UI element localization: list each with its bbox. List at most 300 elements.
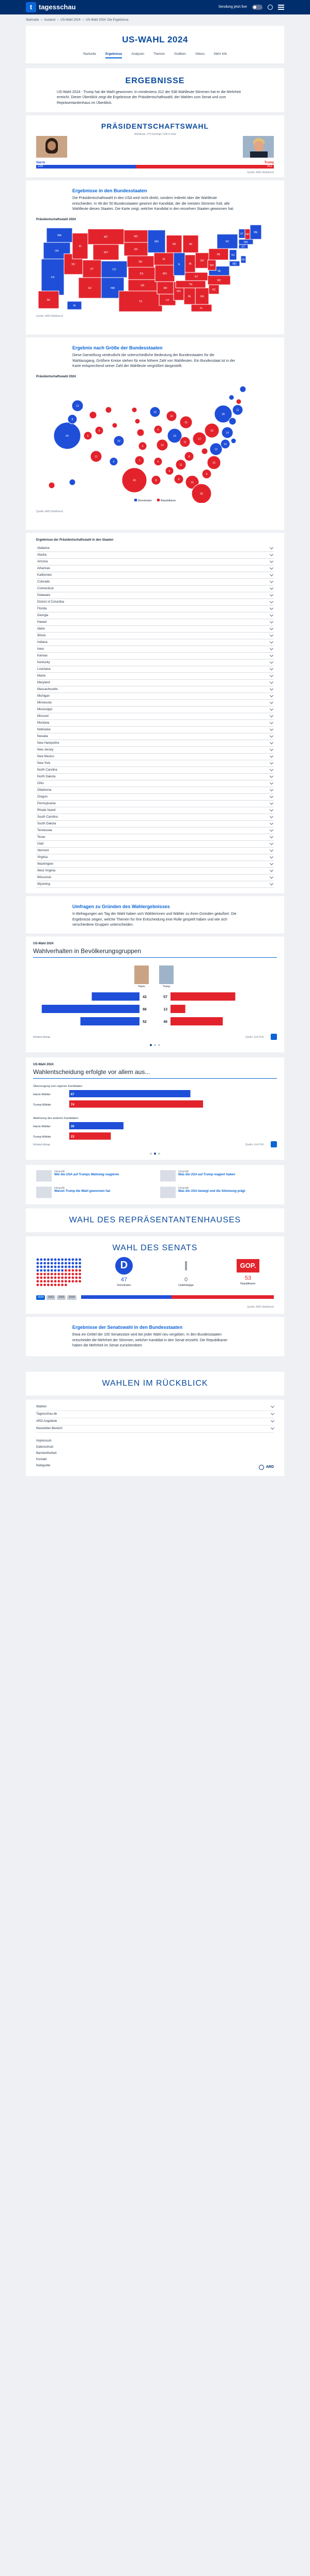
state-label: MT: [104, 235, 108, 239]
state-label: AZ: [88, 286, 92, 290]
chart1-bar-harris: [42, 1005, 140, 1013]
chart2-bar: [69, 1132, 111, 1140]
bubble-label: 6: [157, 428, 159, 432]
senate-seat: [57, 1265, 60, 1268]
senate-seat: [79, 1262, 81, 1264]
footer-nav: [36, 1404, 274, 1433]
bubble-label: 6: [87, 434, 89, 438]
state-name: Colorado: [37, 580, 50, 584]
bubble-wy[interactable]: [112, 423, 117, 428]
chart2-kicker: US-Wahl 2024: [33, 1063, 54, 1066]
house-card: [26, 1208, 284, 1232]
senate-seat: [57, 1283, 60, 1286]
chevron-down-icon: [270, 707, 273, 711]
state-name: Illinois: [37, 634, 46, 638]
gop-logo-icon: GOP.: [237, 1259, 259, 1272]
tab-videos[interactable]: Videos: [195, 52, 205, 56]
tab-analysen[interactable]: Analysen: [131, 52, 145, 56]
year-tab[interactable]: 2018: [67, 1295, 76, 1300]
state-row[interactable]: [36, 760, 274, 767]
share-icon[interactable]: [271, 1034, 277, 1040]
presidential-card: [26, 115, 284, 177]
bubble-map[interactable]: [36, 379, 274, 503]
bubble-label: 8: [71, 418, 73, 421]
state-row[interactable]: [36, 599, 274, 606]
ind-name: Unabhängige: [178, 1283, 194, 1287]
state-name: Arkansas: [37, 567, 51, 571]
chevron-down-icon: [271, 1412, 274, 1415]
bubble-label: 14: [226, 431, 229, 435]
senate-seat: [47, 1276, 50, 1279]
state-accordion-list: [36, 545, 274, 888]
state-row[interactable]: [36, 680, 274, 686]
state-name: Oklahoma: [37, 789, 52, 792]
bubble-label: 16: [212, 461, 215, 465]
state-row[interactable]: [36, 579, 274, 586]
state-row[interactable]: [36, 774, 274, 780]
teaser[interactable]: Infografik Was die USA bewegt und die Stimmung prägt: [160, 1187, 274, 1199]
title-card: [26, 26, 284, 64]
state-name: Iowa: [37, 648, 44, 651]
state-row[interactable]: [36, 660, 274, 666]
polls-intro: [26, 896, 284, 933]
senate-seat: [72, 1276, 74, 1279]
state-name: New Jersey: [37, 748, 54, 752]
senate-seat: [61, 1265, 64, 1268]
footer-link[interactable]: Kontakt: [36, 1458, 47, 1461]
bubble-map-source: Quelle: ARD-Wahltrend: [36, 510, 63, 513]
state-row[interactable]: [36, 827, 274, 834]
bubble-label: 6: [157, 460, 159, 464]
tab-mehr-info[interactable]: Mehr Info: [214, 52, 227, 56]
state-row[interactable]: [36, 707, 274, 713]
state-row[interactable]: [36, 673, 274, 680]
senate-source: Quelle: ARD-Wahltrend: [247, 1305, 274, 1309]
chart2-value: 74: [71, 1103, 74, 1107]
senate-states-heading: Ergebnisse der Senatswahl in den Bundesstaaten: [72, 1324, 183, 1330]
chevron-down-icon: [270, 754, 273, 758]
chevron-down-icon: [270, 781, 273, 785]
state-label: IN: [189, 262, 192, 266]
state-label: KS: [140, 272, 144, 275]
state-row[interactable]: [36, 686, 274, 693]
state-label: HI: [73, 304, 76, 308]
state-row[interactable]: [36, 821, 274, 827]
chart2-pagination[interactable]: [26, 1153, 284, 1155]
state-row[interactable]: [36, 814, 274, 821]
senate-seat: [37, 1262, 39, 1264]
footer-links: [36, 1438, 274, 1469]
chevron-down-icon: [270, 727, 273, 731]
chart1-trump-label: Trump: [162, 985, 171, 988]
state-name: Delaware: [37, 594, 51, 597]
senate-seat: [47, 1283, 50, 1286]
tab-startseite[interactable]: Startseite: [83, 52, 96, 56]
menu-icon[interactable]: [278, 5, 284, 10]
footer-nav-label: Tagesschau.de: [36, 1412, 57, 1416]
senate-seat-grid: [36, 1258, 83, 1289]
chart2-row-label: Harris-Wähler: [33, 1093, 51, 1097]
tab-grafiken[interactable]: Grafiken: [174, 52, 186, 56]
state-label: VA: [217, 269, 221, 273]
state-row[interactable]: [36, 626, 274, 633]
footer-nav-item[interactable]: [36, 1404, 274, 1411]
retro-card: [26, 1372, 284, 1396]
teaser[interactable]: Infografik Wie die USA auf Trumps Wahlsieg reagieren: [36, 1170, 150, 1183]
state-row[interactable]: [36, 780, 274, 787]
state-label: AL: [188, 295, 192, 298]
state-row[interactable]: [36, 653, 274, 660]
state-label: WY: [103, 251, 109, 254]
state-name: North Dakota: [37, 775, 56, 779]
senate-seat: [57, 1276, 60, 1279]
chevron-down-icon: [270, 553, 273, 556]
bubble-label: 8: [155, 479, 157, 482]
senate-seat: [65, 1269, 67, 1271]
bubble-label: 7: [138, 459, 141, 463]
footer-link[interactable]: Impressum: [36, 1439, 52, 1443]
bubble-label: 54: [66, 434, 69, 438]
state-label: OH: [200, 259, 204, 263]
state-row[interactable]: [36, 700, 274, 707]
state-name: Wyoming: [37, 883, 50, 886]
teaser[interactable]: Infografik Warum Trump die Wahl gewonnen hat: [36, 1187, 150, 1199]
senate-seat: [75, 1265, 78, 1268]
state-row[interactable]: [36, 646, 274, 653]
state-row[interactable]: [36, 747, 274, 754]
share-icon[interactable]: [271, 1141, 277, 1147]
senate-seat: [43, 1262, 46, 1264]
electoral-bar-dem: 226: [36, 165, 136, 168]
state-row[interactable]: [36, 633, 274, 639]
state-name: Georgia: [37, 614, 49, 618]
footer-nav-item[interactable]: [36, 1411, 274, 1418]
bubble-label: 10: [161, 443, 164, 447]
teaser[interactable]: Infografik Was die USA auf Trump reagiert haben: [160, 1170, 274, 1183]
year-tab[interactable]: 2022: [47, 1295, 55, 1300]
chart1-harris-label: Harris: [138, 985, 145, 988]
bubble-de[interactable]: [231, 438, 236, 443]
chart2-bar: [69, 1100, 203, 1108]
chevron-down-icon: [270, 862, 273, 865]
house-heading: WAHL DES REPRÄSENTANTENHAUSES: [69, 1216, 241, 1225]
tagesschau-logo-icon: t: [26, 2, 36, 12]
state-row[interactable]: [36, 586, 274, 592]
chart1-pagination[interactable]: [26, 1044, 284, 1046]
electoral-bar: [36, 165, 274, 168]
senate-seat: [72, 1269, 74, 1271]
site-header: [0, 0, 310, 14]
senate-seat: [68, 1280, 71, 1282]
live-toggle[interactable]: [252, 5, 262, 10]
senate-seat: [37, 1280, 39, 1282]
state-name: Arizona: [37, 560, 48, 564]
senate-seat: [75, 1272, 78, 1275]
state-label: TN: [189, 283, 193, 286]
chart1-bars: [33, 990, 277, 1032]
bubble-label: 10: [224, 442, 227, 446]
state-row[interactable]: [36, 767, 274, 774]
state-row[interactable]: [36, 565, 274, 572]
us-states-map[interactable]: [36, 224, 274, 312]
bubble-label: 40: [133, 479, 136, 482]
footer-link[interactable]: Datenschutz: [36, 1445, 54, 1449]
ard-logo-icon: [259, 1465, 264, 1470]
presidential-source: Quelle: ARD-Wahltrend: [247, 171, 274, 175]
tab-ergebnisse[interactable]: Ergebnisse: [105, 52, 122, 58]
senate-seat: [43, 1283, 46, 1286]
chevron-down-icon: [270, 620, 273, 623]
chart2-value: 67: [71, 1093, 74, 1097]
trump-photo: [243, 136, 274, 158]
state-row[interactable]: [36, 592, 274, 599]
senate-seat: [79, 1276, 81, 1279]
senate-seat: [79, 1272, 81, 1275]
senate-seat: [79, 1258, 81, 1261]
senate-seat: [47, 1258, 50, 1261]
footer-link[interactable]: Barrierefreiheit: [36, 1451, 57, 1455]
senate-seat: [47, 1262, 50, 1264]
bubble-label: 28: [222, 412, 225, 416]
state-name: West Virginia: [37, 869, 56, 873]
state-row[interactable]: [36, 713, 274, 720]
breadcrumb-item: US-Wahl 2024: Die Ergebnisse: [85, 18, 129, 22]
state-row[interactable]: [36, 861, 274, 868]
chevron-down-icon: [270, 680, 273, 684]
state-row[interactable]: [36, 619, 274, 626]
senate-seat: [37, 1258, 39, 1261]
breadcrumb-item[interactable]: US-Wahl 2024: [60, 18, 81, 22]
state-label: NJ: [231, 253, 235, 257]
senate-seat: [51, 1280, 53, 1282]
senate-seat: [47, 1265, 50, 1268]
chart1-value-harris: 86: [143, 1007, 147, 1011]
state-name: Washington: [37, 863, 54, 866]
states-map-title: Präsidentschaftswahl 2024: [36, 218, 76, 221]
party-rep: [233, 1257, 264, 1287]
chevron-down-icon: [270, 868, 273, 872]
state-row[interactable]: [36, 666, 274, 673]
senate-seat: [57, 1262, 60, 1264]
chevron-down-icon: [270, 808, 273, 811]
senate-seat: [54, 1272, 57, 1275]
bubble-mt[interactable]: [105, 407, 112, 413]
senate-seat: [37, 1265, 39, 1268]
state-name: Virginia: [37, 856, 48, 860]
senate-seat: [68, 1276, 71, 1279]
state-label: ID: [79, 244, 82, 248]
state-row[interactable]: [36, 693, 274, 700]
senate-heading: WAHL DES SENATS: [112, 1243, 198, 1252]
senate-seat: [75, 1262, 78, 1264]
bubble-ct[interactable]: [229, 418, 236, 425]
chevron-down-icon: [270, 855, 273, 858]
bubble-nh[interactable]: [236, 399, 241, 404]
teaser-image: [160, 1187, 176, 1198]
chevron-down-icon: [271, 1419, 274, 1422]
senate-seat: [43, 1258, 46, 1261]
state-row[interactable]: [36, 801, 274, 807]
chart1-source: Quelle: Exit Poll: [245, 1035, 264, 1039]
senate-seat: [75, 1280, 78, 1282]
polls-heading: Umfragen zu Gründen des Wahlergebnisses: [72, 904, 170, 910]
state-row[interactable]: [36, 727, 274, 733]
chart1-bar-trump: [171, 992, 235, 1001]
chevron-down-icon: [270, 835, 273, 838]
state-label: NY: [225, 240, 229, 243]
state-label: OR: [55, 249, 59, 253]
search-icon[interactable]: [268, 5, 273, 10]
state-row[interactable]: [36, 606, 274, 612]
presidential-heading: PRÄSIDENTSCHAFTSWAHL: [101, 122, 209, 131]
state-row[interactable]: [36, 639, 274, 646]
bubble-ne[interactable]: [137, 429, 144, 436]
senate-seat: [57, 1258, 60, 1261]
state-label: KY: [194, 275, 198, 279]
state-row[interactable]: [36, 834, 274, 841]
bubble-label: 11: [236, 408, 239, 412]
chevron-down-icon: [270, 768, 273, 771]
bubble-label: 11: [183, 440, 187, 444]
senate-seat: [68, 1269, 71, 1271]
bubble-id[interactable]: [89, 411, 97, 419]
chart2-footer: Infratest dimap: [33, 1143, 51, 1146]
state-name: Indiana: [37, 641, 48, 645]
senate-seat: [47, 1280, 50, 1282]
bubble-label: 6: [168, 469, 171, 473]
state-row[interactable]: [36, 854, 274, 861]
senate-seat: [57, 1269, 60, 1271]
breadcrumb-item[interactable]: Ausland: [44, 18, 56, 22]
bubble-ak[interactable]: [49, 482, 55, 488]
state-label: PA: [216, 253, 221, 256]
bubble-hi[interactable]: [69, 479, 75, 485]
chevron-down-icon: [270, 566, 273, 570]
bubble-sd[interactable]: [135, 419, 140, 424]
senate-seat: [54, 1283, 57, 1286]
bubble-wv[interactable]: [202, 448, 208, 454]
chevron-down-icon: [270, 633, 273, 637]
chevron-down-icon: [270, 882, 273, 885]
senate-seat: [72, 1280, 74, 1282]
state-row[interactable]: [36, 794, 274, 801]
state-row[interactable]: [36, 754, 274, 760]
state-row[interactable]: [36, 787, 274, 794]
state-name: Nebraska: [37, 728, 51, 732]
bubble-label: 12: [76, 404, 79, 408]
state-label: WV: [209, 264, 214, 267]
senate-seat: [72, 1272, 74, 1275]
chevron-down-icon: [270, 734, 273, 738]
state-label: NC: [217, 279, 221, 282]
harris-photo: [36, 136, 67, 158]
senate-seat: [65, 1283, 67, 1286]
senate-seat: [40, 1262, 42, 1264]
year-tab[interactable]: 2020: [57, 1295, 66, 1300]
state-row[interactable]: [36, 881, 274, 888]
footer-link[interactable]: Netiquette: [36, 1464, 51, 1467]
bubble-label: 8: [188, 455, 190, 458]
state-row[interactable]: [36, 572, 274, 579]
ard-logo[interactable]: ARD: [259, 1465, 274, 1470]
senate-seat: [40, 1272, 42, 1275]
state-row[interactable]: [36, 807, 274, 814]
retro-heading: WAHLEN IM RÜCKBLICK: [102, 1378, 208, 1388]
party-dem: [109, 1257, 140, 1287]
year-tab[interactable]: 2024: [36, 1295, 45, 1300]
state-row[interactable]: [36, 848, 274, 854]
senate-seat: [51, 1276, 53, 1279]
state-row[interactable]: [36, 612, 274, 619]
state-row[interactable]: [36, 720, 274, 727]
bubble-me[interactable]: [240, 386, 246, 392]
senate-seat: [61, 1258, 64, 1261]
chart2-title: Wahlentscheidung erfolgte vor allem aus...: [33, 1068, 150, 1076]
state-row[interactable]: [36, 740, 274, 747]
bubble-label: 10: [170, 415, 173, 418]
state-name: Missouri: [37, 715, 49, 718]
state-name: New Hampshire: [37, 742, 59, 745]
chart1-kicker: US-Wahl 2024: [33, 942, 54, 945]
senate-states-text: Etwa ein Drittel der 100 Senatssitze wird bei jeder Wahl neu vergeben. In den Bundesstaaten entscheidet die Mehrheit der Stimmen, welcher Kandidat in den Senat einzieht. Die Republikaner haben die Mehrheit im Senat zurückerobert.: [72, 1333, 228, 1347]
state-name: Alabama: [37, 547, 50, 550]
tab-themen[interactable]: Themen: [153, 52, 165, 56]
state-label: MS: [177, 289, 181, 293]
senate-seat: [40, 1283, 42, 1286]
state-row[interactable]: [36, 545, 274, 552]
state-row[interactable]: [36, 559, 274, 565]
chart1-bar-harris: [81, 1017, 140, 1025]
bubble-vt[interactable]: [229, 395, 234, 400]
state-label: MI: [189, 242, 192, 246]
state-row[interactable]: [36, 841, 274, 848]
senate-seat: [65, 1272, 67, 1275]
chevron-down-icon: [270, 761, 273, 764]
state-row[interactable]: [36, 868, 274, 875]
teaser-grid: [26, 1165, 284, 1204]
senate-seat: [51, 1265, 53, 1268]
states-map-source: Quelle: ARD-Wahltrend: [36, 314, 63, 318]
senate-seat: [54, 1265, 57, 1268]
senate-seat: [51, 1272, 53, 1275]
chevron-down-icon: [270, 794, 273, 798]
senate-seat: [65, 1265, 67, 1268]
chevron-down-icon: [270, 647, 273, 650]
bubble-nd[interactable]: [132, 407, 137, 412]
senate-seat: [72, 1265, 74, 1268]
senate-seat: [40, 1280, 42, 1282]
state-name: Tennessee: [37, 829, 53, 833]
state-label: LA: [165, 298, 169, 302]
chevron-down-icon: [270, 559, 273, 563]
senate-seat: [47, 1272, 50, 1275]
state-row[interactable]: [36, 733, 274, 740]
rep-seats: 53: [244, 1275, 252, 1281]
breadcrumb-item[interactable]: Startseite: [26, 18, 39, 22]
chart-demographics: [26, 937, 284, 1052]
footer-nav-item[interactable]: [36, 1425, 274, 1433]
state-name: Florida: [37, 607, 47, 611]
footer-nav-item[interactable]: [36, 1418, 274, 1425]
state-row[interactable]: [36, 552, 274, 559]
state-name: Wisconsin: [37, 876, 52, 880]
brand-logo[interactable]: [26, 2, 76, 12]
state-row[interactable]: [36, 875, 274, 881]
ind-seats: 0: [184, 1276, 188, 1283]
state-label: CO: [112, 268, 116, 271]
state-label: SC: [212, 288, 216, 292]
chart1-bar-trump: [171, 1017, 223, 1025]
